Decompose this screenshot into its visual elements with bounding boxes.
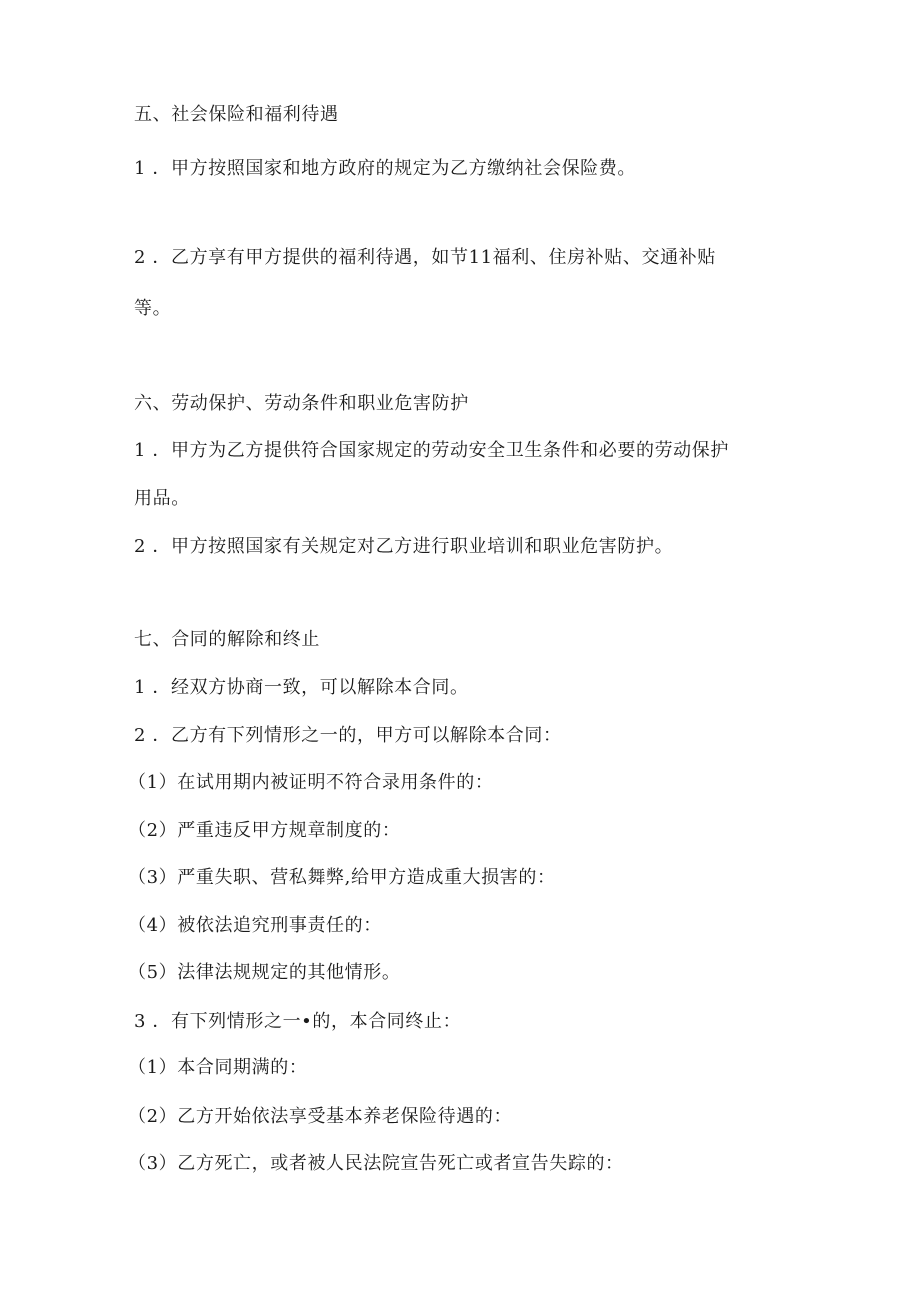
section-7-item-2-sub-2: （2）严重违反甲方规章制度的： — [128, 820, 401, 841]
section-5-heading: 五、社会保险和福利待遇 — [134, 104, 339, 125]
section-6-item-1-line-2: 用品。 — [134, 488, 190, 509]
section-7-item-2-sub-4: （4）被依法追究刑事责任的： — [128, 915, 382, 936]
section-7-item-1: 1 ．经双方协商一致，可以解除本合同。 — [134, 677, 469, 698]
section-7-heading: 七、合同的解除和终止 — [134, 629, 320, 650]
section-7-item-2-sub-1: （1）在试用期内被证明不符合录用条件的： — [128, 772, 494, 793]
section-5-item-2-line-2: 等。 — [134, 298, 172, 319]
section-7-item-3-sub-1: （1）本合同期满的： — [128, 1057, 308, 1078]
section-7-item-3-sub-2: （2）乙方开始依法享受基本养老保险待遇的： — [128, 1106, 513, 1127]
section-7-item-2: 2 ．乙方有下列情形之一的，甲方可以解除本合同： — [134, 725, 562, 746]
section-7-item-3-sub-3: （3）乙方死亡，或者被人民法院宣告死亡或者宣告失踪的： — [128, 1153, 624, 1174]
section-5-item-1: 1 ．甲方按照国家和地方政府的规定为乙方缴纳社会保险费。 — [134, 158, 636, 179]
section-7-item-2-sub-5: （5）法律法规规定的其他情形。 — [128, 962, 401, 983]
section-6-heading: 六、劳动保护、劳动条件和职业危害防护 — [134, 393, 469, 414]
section-7-item-3: 3 ．有下列情形之一•的，本合同终止： — [134, 1011, 462, 1032]
section-5-item-2-line-1: 2 ．乙方享有甲方提供的福利待遇，如节11福利、住房补贴、交通补贴 — [134, 247, 716, 268]
section-6-item-1-line-1: 1 ．甲方为乙方提供符合国家规定的劳动安全卫生条件和必要的劳动保护 — [134, 440, 729, 461]
section-7-item-2-sub-3: （3）严重失职、营私舞弊,给甲方造成重大损害的： — [128, 867, 556, 888]
section-6-item-2: 2 ．甲方按照国家有关规定对乙方进行职业培训和职业危害防护。 — [134, 536, 674, 557]
